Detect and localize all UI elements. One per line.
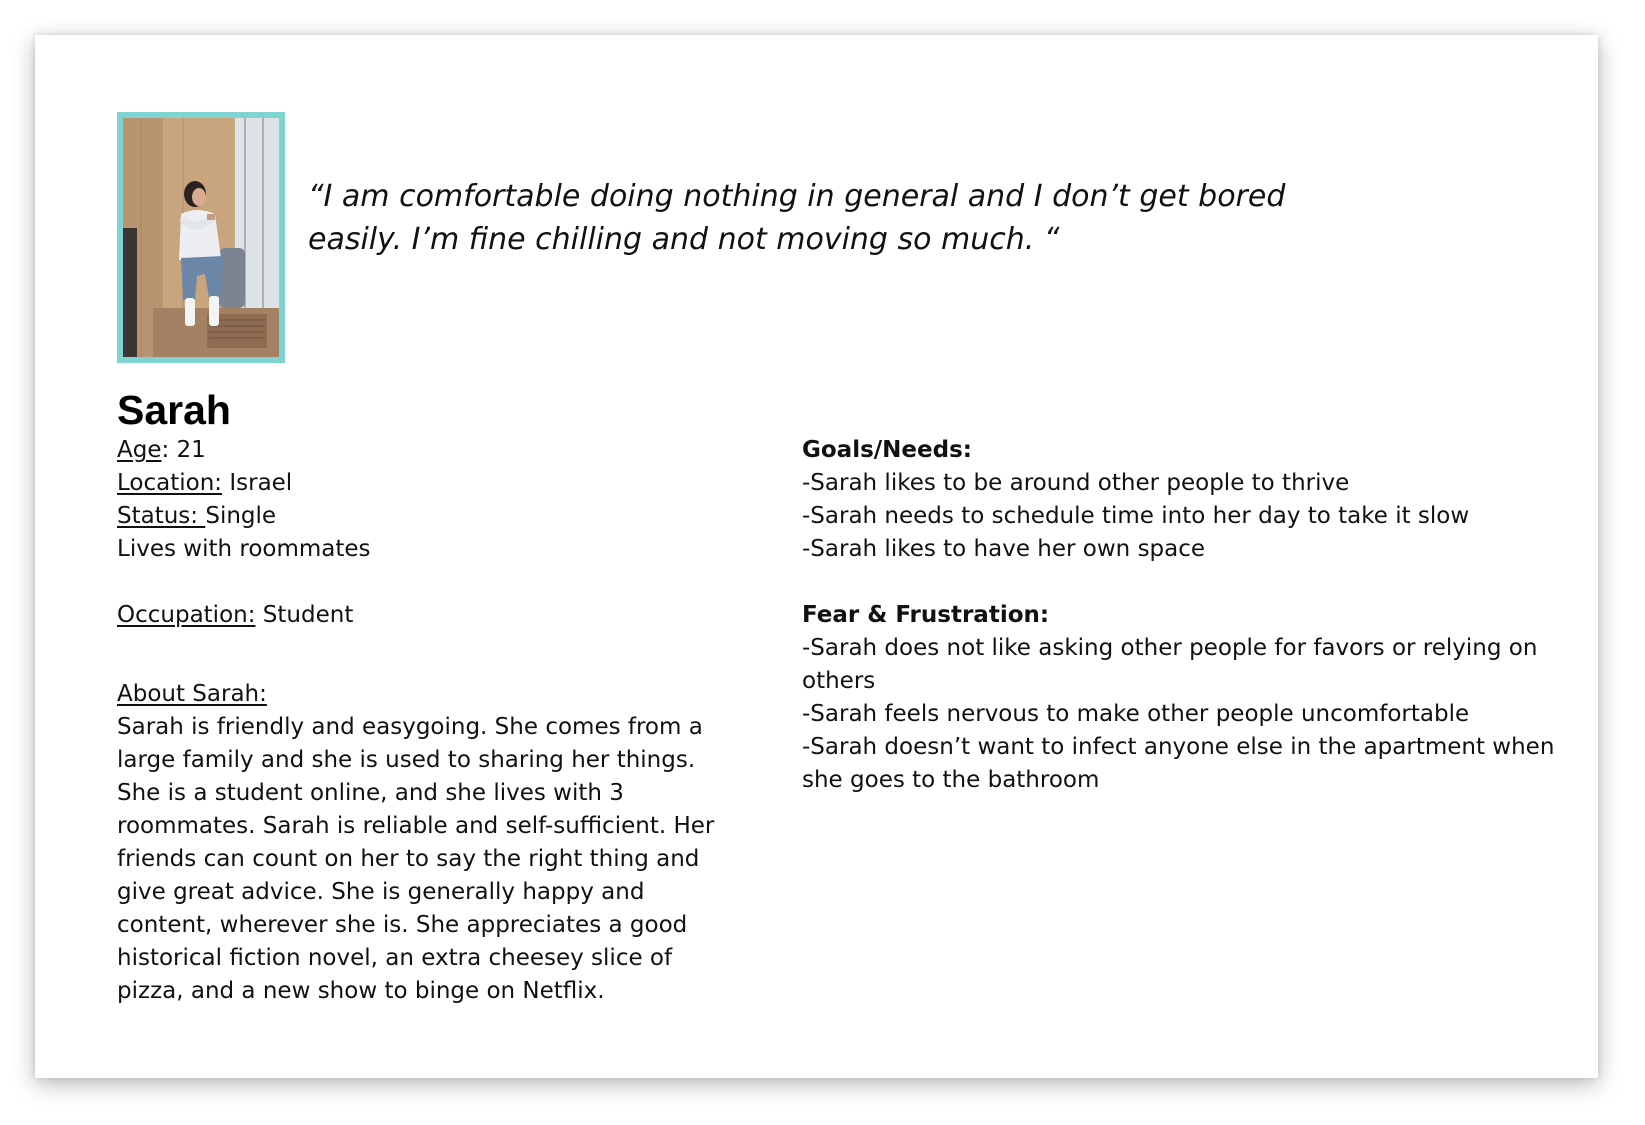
status-row [117,500,737,533]
goal-item: -Sarah likes to have her own space [802,536,1206,562]
status-label: Status: [117,503,206,529]
about-text: Sarah is friendly and easygoing. She comes from a large family and she is used to sharing her things. She is a student online, and she lives with 3 roommates. Sarah is reliable and self-sufficient. Her friends can count on her to say the right thing and give great advice. She is generally happy and content, wherever she is. She appreciates a good historical fiction novel, an extra cheesey slice of pizza, and a new show to binge on Netflix. [117,714,715,1004]
persona-photo [123,118,279,357]
persona-card [35,35,1598,1078]
fear-item: -Sarah doesn’t want to infect anyone else in the apartment when she goes to the bathroom [802,734,1555,793]
persona-quote: “I am comfortable doing nothing in general and I don’t get bored easily. I’m fine chilling and not moving so much. “ [308,179,1286,257]
age-value: : 21 [161,437,206,463]
persona-photo-frame [117,112,285,363]
age-row [117,434,737,467]
living-row: Lives with roommates [117,536,371,562]
goal-item: -Sarah needs to schedule time into her day to take it slow [802,503,1470,529]
fears-heading: Fear & Frustration: [802,602,1050,628]
goals-heading: Goals/Needs: [802,437,972,463]
fear-item: -Sarah does not like asking other people for favors or relying on others [802,635,1538,694]
occupation-label: Occupation: [117,602,256,628]
location-row [117,467,737,500]
location-label: Location: [117,470,223,496]
fear-item: -Sarah feels nervous to make other people uncomfortable [802,701,1470,727]
about-label: About Sarah: [117,681,267,707]
status-value: Single [205,503,277,529]
persona-goals-fears [802,434,1562,797]
persona-details [117,434,737,1008]
occupation-value: Student [255,602,354,628]
occupation-row [117,599,737,632]
location-value: Israel [222,470,293,496]
persona-name: Sarah [117,387,231,433]
age-label: Age [117,437,162,463]
goal-item: -Sarah likes to be around other people to thrive [802,470,1350,496]
